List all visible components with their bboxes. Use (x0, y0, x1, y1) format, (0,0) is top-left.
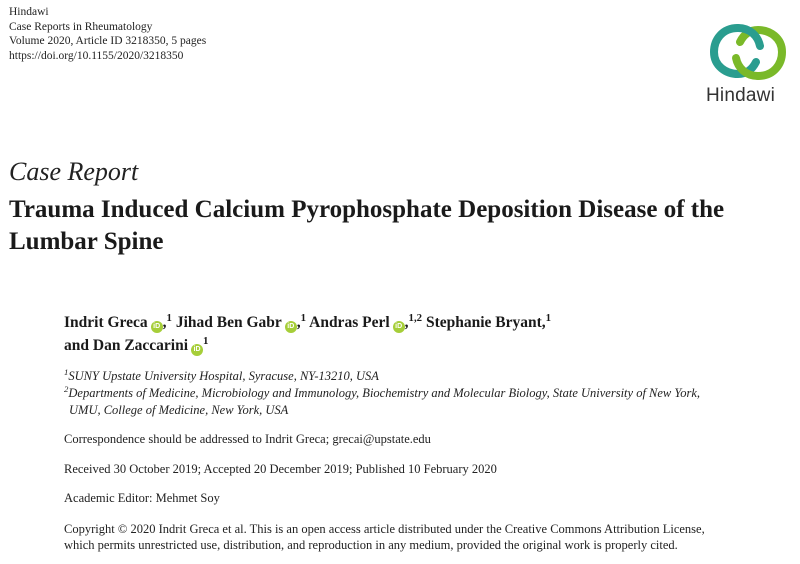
copyright-notice (64, 521, 794, 553)
academic-editor: Academic Editor: Mehmet Soy (64, 491, 220, 505)
orcid-icon[interactable]: iD (191, 344, 203, 356)
doi-link[interactable]: https://doi.org/10.1155/2020/3218350 (9, 49, 184, 62)
orcid-icon[interactable]: iD (393, 321, 405, 333)
logo-wordmark: Hindawi (706, 85, 775, 106)
author-list (64, 311, 784, 357)
author[interactable]: Dan Zaccarini $iD^1$ (92, 334, 209, 354)
affiliation: $^1$SUNY Upstate University Hospital, Syracuse, NY-13210, USA (64, 366, 379, 383)
publication-dates: Received 30 October 2019; Accepted 20 December 2019; Published 10 February 2020 (64, 462, 497, 476)
journal-name: Case Reports in Rheumatology (9, 20, 153, 33)
copyright-line: Copyright © 2020 Indrit Greca et al. This is an open access article distributed under the Creative Commons Attribution License, (64, 522, 705, 536)
orcid-icon[interactable]: iD (151, 321, 163, 333)
article-type: Case Report (9, 157, 139, 186)
correspondence: Correspondence should be addressed to Indrit Greca; grecai@upstate.edu (64, 432, 431, 446)
author[interactable]: Stephanie Bryant,$^1$ (425, 311, 552, 331)
orcid-icon[interactable]: iD (285, 321, 297, 333)
affiliation: $^2$Departments of Medicine, Microbiology and Immunology, Biochemistry and Molecular Biology, State University of New York, (64, 383, 700, 400)
hindawi-logo-icon (708, 22, 788, 82)
affiliation-continuation: UMU, College of Medicine, New York, USA (69, 403, 289, 417)
article-title: Trauma Induced Calcium Pyrophosphate Deposition Disease of the Lumbar Spine (9, 196, 725, 255)
copyright-line: which permits unrestricted use, distribution, and reproduction in any medium, provided the original work is properly cited. (64, 538, 678, 552)
author[interactable]: Andras Perl iD ,$^{1,2}$ (309, 311, 423, 331)
authors-joiner: and (64, 337, 89, 354)
affiliations (64, 368, 784, 419)
author[interactable]: Indrit Greca iD ,$^1$ (64, 311, 172, 331)
volume-line: Volume 2020, Article ID 3218350, 5 pages (9, 35, 207, 48)
journal-info (9, 5, 206, 63)
hindawi-logo (700, 22, 796, 112)
publisher-name: Hindawi (9, 6, 49, 18)
author[interactable]: Jihad Ben Gabr iD ,$^1$ (175, 311, 307, 331)
